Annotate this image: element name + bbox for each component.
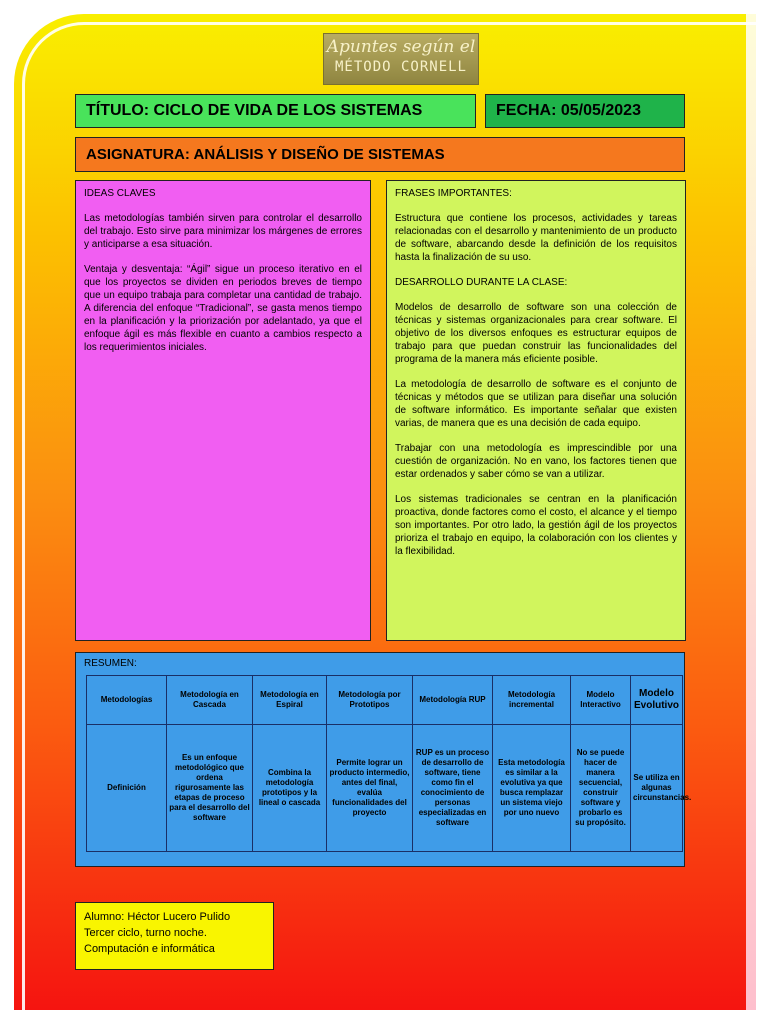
summary-heading: RESUMEN: (84, 658, 137, 669)
phrases-paragraph: Los sistemas tradicionales se centran en la planificación proactiva, donde factores como el costo, el alcance y el tiempo son importantes. Por otro lado, la gestión ágil de los proyectos prioriza el trabajo en equipo, la colaboración con los clientes y la flexibilidad. (395, 494, 677, 557)
key-ideas-heading: IDEAS CLAVES (84, 188, 156, 199)
table-header-cell: Metodología en Espiral (253, 676, 327, 725)
key-ideas-paragraph: Las metodologías también sirven para controlar el desarrollo del trabajo. Esto sirve para minimizar los márgenes de errores y anticiparse a esa situación. (84, 213, 362, 250)
cornell-logo (323, 33, 479, 85)
table-header-cell: Metodología por Prototipos (327, 676, 413, 725)
student-name: Alumno: Héctor Lucero Pulido (84, 911, 231, 923)
table-cell: No se puede hacer de manera secuencial, construir software y probarlo es su propósito. (571, 725, 631, 852)
table-header-cell: Metodología RUP (413, 676, 493, 725)
summary-panel (75, 652, 692, 867)
class-development-heading: DESARROLLO DURANTE LA CLASE: (395, 277, 568, 288)
student-cycle: Tercer ciclo, turno noche. (84, 927, 207, 939)
table-cell: Combina la metodología prototipos y la lineal o cascada (253, 725, 327, 852)
title-box (75, 94, 476, 128)
important-phrases-panel (386, 180, 686, 641)
table-header-cell: Metodología incremental (493, 676, 571, 725)
table-cell: Permite lograr un producto intermedio, antes del final, evalúa funcionalidades del proyecto (327, 725, 413, 852)
logo-line-1: Apuntes según el (326, 37, 476, 57)
key-ideas-paragraph: Ventaja y desventaja: “Ágil” sigue un proceso iterativo en el que los proyectos se dividen en periodos breves de tiempo que un equipo trabaja para completar una cantidad de trabajo. A diferencia del enfoque “Tradicional”, se gasta menos tiempo en la planificación y la priorización por adelantado, ya que el enfoque ágil es más flexible en cuanto a cambios respecto a los requerimientos iniciales. (84, 264, 362, 353)
page-title: TÍTULO: CICLO DE VIDA DE LOS SISTEMAS (86, 102, 423, 119)
subject-box (75, 137, 685, 172)
student-career: Computación e informática (84, 943, 215, 955)
table-header-cell: Modelo Interactivo (571, 676, 631, 725)
table-header-row (87, 676, 683, 725)
phrases-paragraph: Estructura que contiene los procesos, actividades y tareas relacionadas con el desarrollo y mantenimiento de un producto de software, abarcando desde la definición de los requisitos hasta la finalización de su uso. (395, 213, 677, 263)
table-header-cell: Modelo Evolutivo (631, 676, 683, 725)
table-cell: Se utiliza en algunas circunstancias. (631, 725, 683, 852)
table-cell: Esta metodología es similar a la evolutiva ya que busca remplazar un sistema viejo por uno nuevo (493, 725, 571, 852)
table-header-cell: Metodología en Cascada (167, 676, 253, 725)
student-info-box (75, 902, 274, 970)
phrases-paragraph: Modelos de desarrollo de software son una colección de técnicas y sistemas organizacionales para crear software. El objetivo de los diversos enfoques es estructurar equipos de trabajo para que puedan construir las funcionalidades del programa de la manera más eficiente posible. (395, 302, 677, 365)
date-label: FECHA: 05/05/2023 (496, 102, 641, 119)
date-box (485, 94, 685, 128)
methodologies-table (86, 675, 692, 852)
table-cell: RUP es un proceso de desarrollo de software, tiene como fin el conocimiento de personas especializadas en software (413, 725, 493, 852)
subject-label: ASIGNATURA: ANÁLISIS Y DISEÑO DE SISTEMAS (86, 146, 445, 163)
table-row (87, 725, 683, 852)
table-cell: Es un enfoque metodológico que ordena rigurosamente las etapas de proceso para el desarrollo del software (167, 725, 253, 852)
table-header-cell: Metodologías (87, 676, 167, 725)
table-row-label: Definición (87, 725, 167, 852)
key-ideas-panel (75, 180, 371, 641)
logo-line-2: MÉTODO CORNELL (334, 59, 467, 75)
phrases-heading: FRASES IMPORTANTES: (395, 188, 512, 199)
phrases-paragraph: La metodología de desarrollo de software es el conjunto de técnicas y métodos que se utilizan para diseñar una solución de software informático. Es importante señalar que existen varias, de manera que es una decisión de cada equipo. (395, 379, 677, 429)
phrases-paragraph: Trabajar con una metodología es imprescindible por una cuestión de organización. No en vano, los factores tienen que estar ordenados y saber cómo se van a utilizar. (395, 443, 677, 480)
